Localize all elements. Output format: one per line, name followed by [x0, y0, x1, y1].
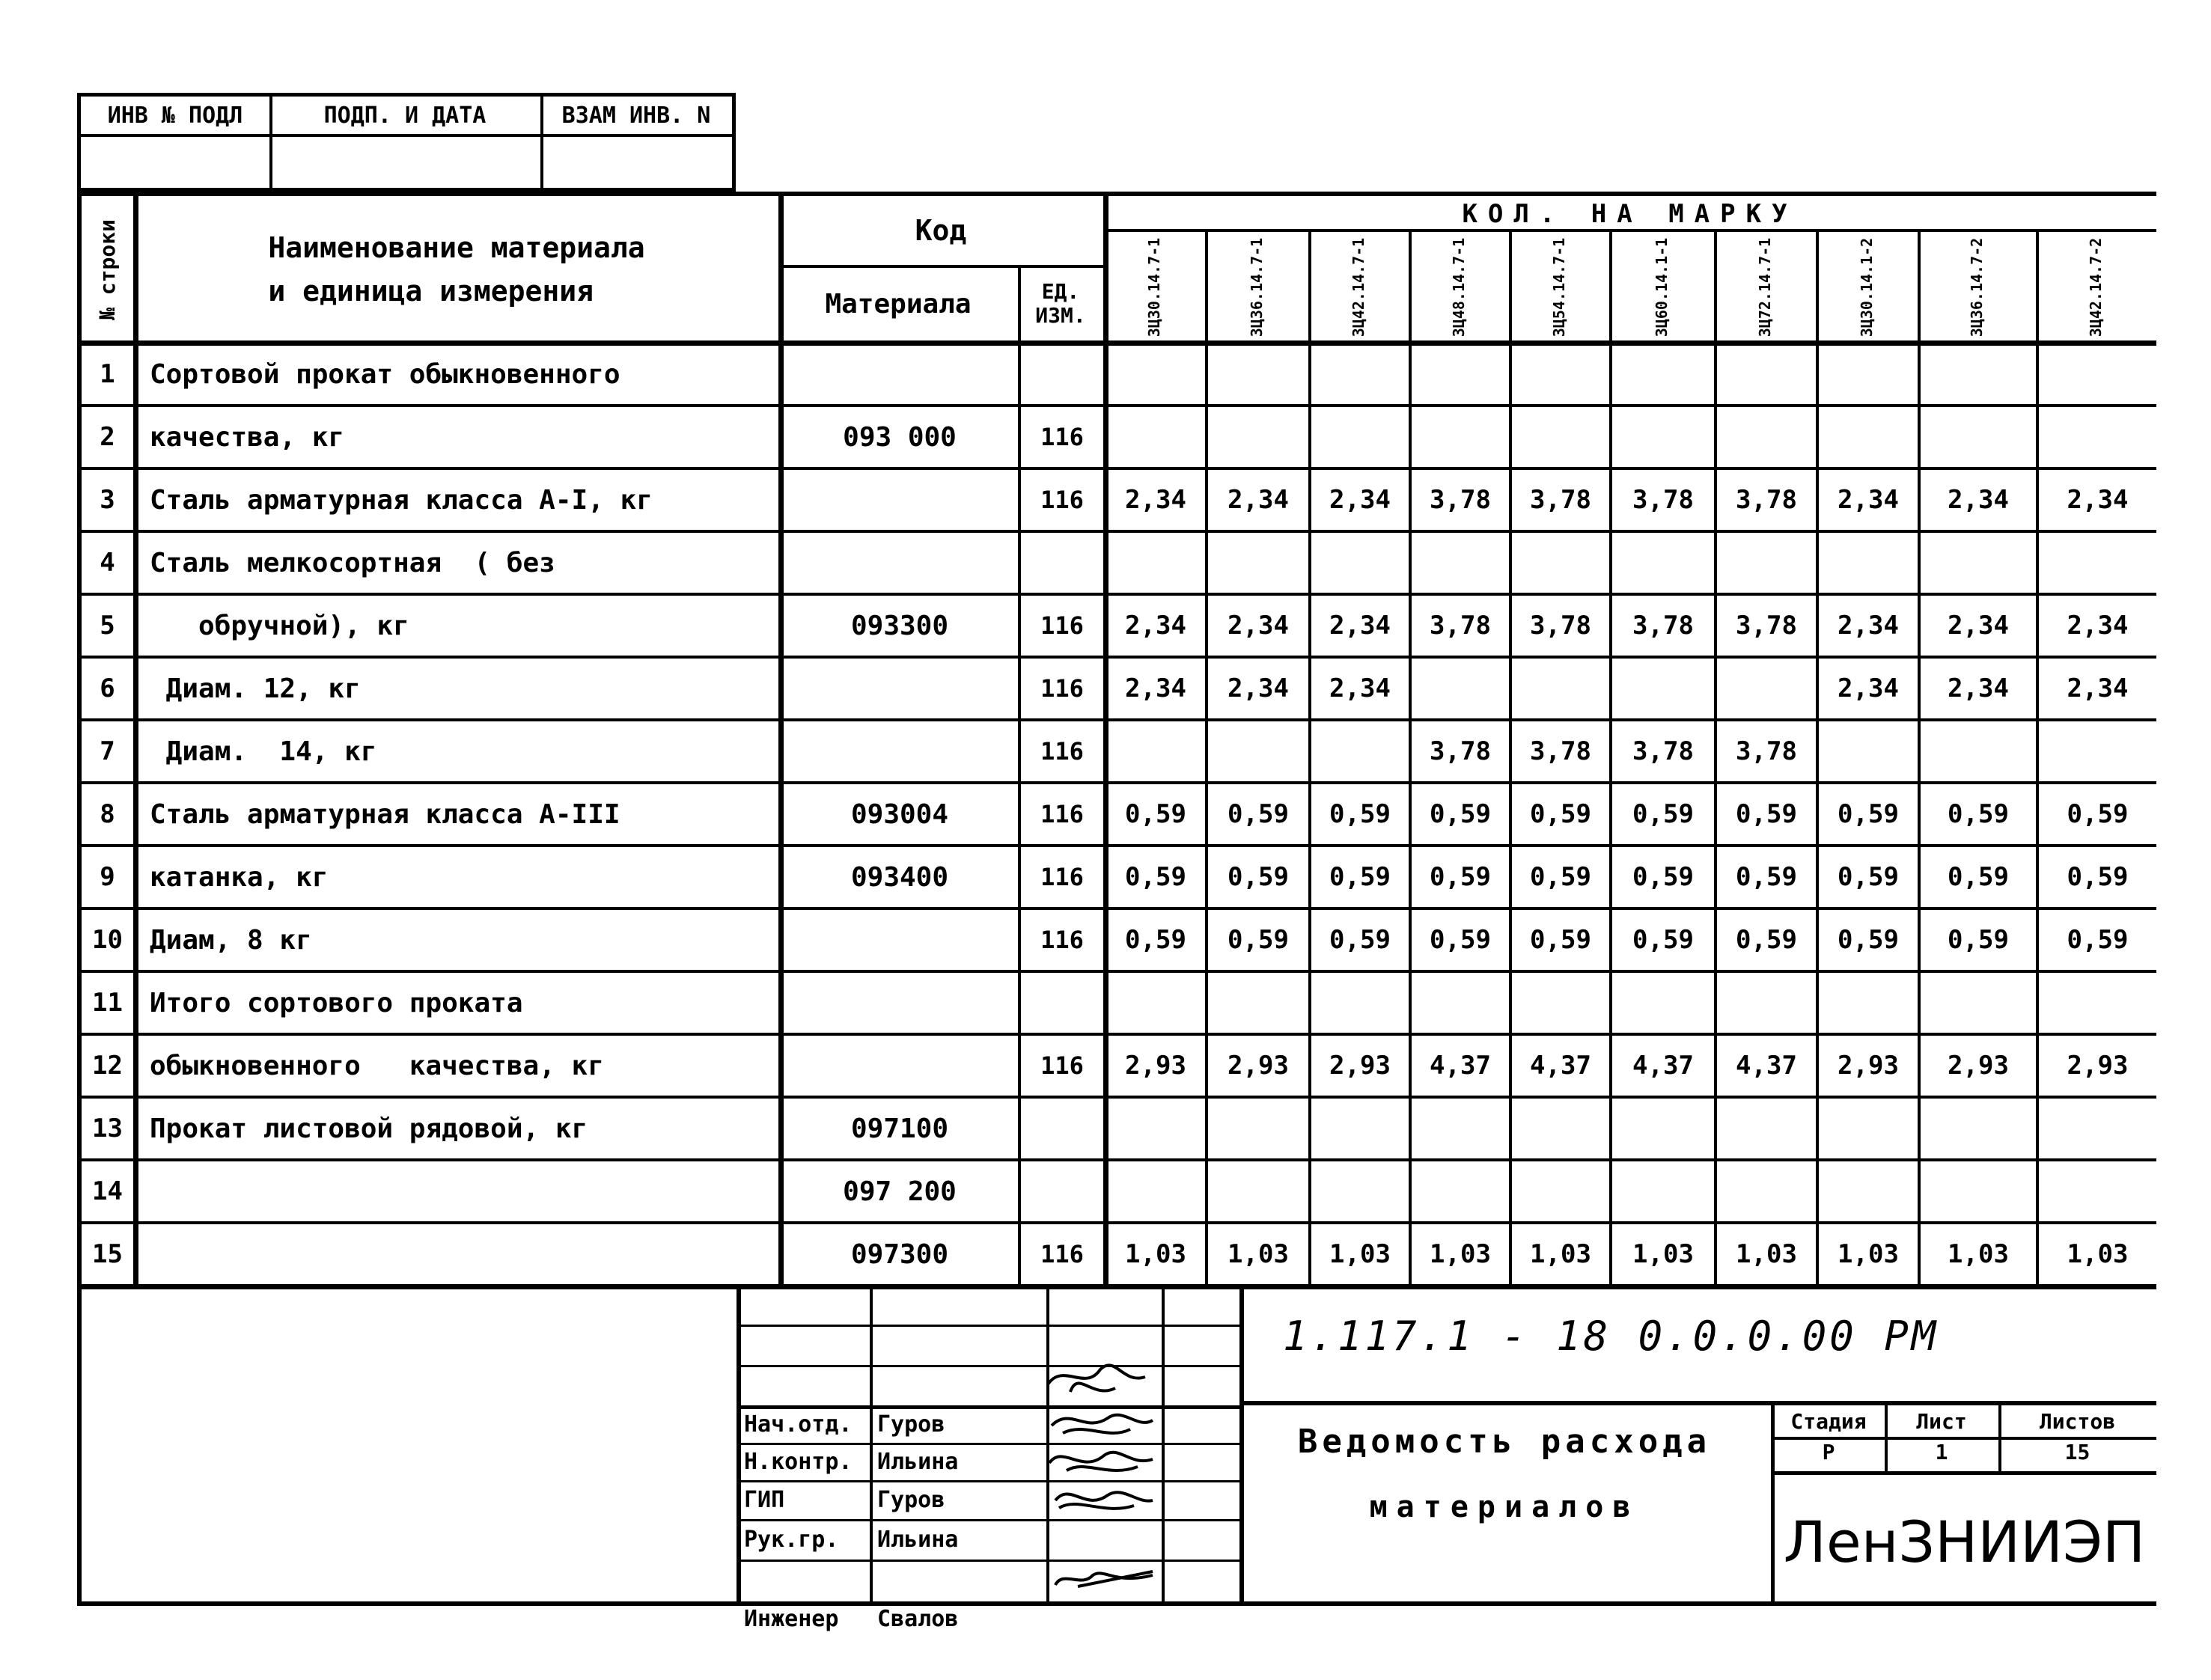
unit-code: 116	[1040, 737, 1084, 766]
material-name: Диам. 14, кг	[150, 736, 377, 767]
material-code: 093300	[850, 610, 949, 641]
quantity-cell: 0,59	[1329, 862, 1391, 892]
material-code: 097300	[850, 1238, 949, 1270]
mark-header: 3Ц48.14.7-1	[1449, 237, 1468, 337]
signer-name: Гуров	[877, 1411, 945, 1438]
material-name	[139, 1160, 778, 1223]
material-code	[781, 1034, 1018, 1097]
mark-header: 3Ц30.14.7-1	[1144, 237, 1163, 337]
stage-value: Р	[1822, 1439, 1835, 1464]
quantity-cell: 4,37	[1430, 1051, 1491, 1081]
quantity-cell	[1106, 531, 1205, 594]
signer-role: ГИП	[744, 1486, 785, 1513]
quantity-cell	[1311, 406, 1409, 468]
quantity-cell	[1819, 1097, 1918, 1160]
row-number: 15	[92, 1239, 123, 1269]
quantity-cell: 1,03	[1838, 1239, 1899, 1269]
quantity-cell: 3,78	[1736, 611, 1797, 641]
quantity-cell: 0,59	[1632, 925, 1694, 955]
unit-code: 116	[1040, 863, 1084, 891]
material-name: Сталь арматурная класса А-III	[150, 798, 620, 830]
stamp-header-replace: ВЗАМ ИНВ. N	[561, 102, 711, 129]
signer-role: Нач.отд.	[744, 1411, 853, 1438]
quantity-cell	[1106, 406, 1205, 468]
organization-name: ЛенЗНИИЭП	[1783, 1508, 2146, 1575]
quantity-cell	[1106, 1160, 1205, 1223]
unit-code: 116	[1040, 423, 1084, 451]
mark-header: 3Ц36.14.7-1	[1247, 237, 1266, 337]
quantity-cell: 2,34	[1329, 673, 1391, 703]
stage-label: Стадия	[1790, 1408, 1867, 1434]
quantity-cell	[1717, 1097, 1816, 1160]
mark-header: 3Ц54.14.7-1	[1549, 237, 1568, 337]
quantity-cell	[2039, 1160, 2156, 1223]
material-code	[781, 720, 1018, 783]
quantity-cell: 4,37	[1530, 1051, 1591, 1081]
material-code: 093 000	[843, 421, 957, 453]
unit-code: 116	[1040, 611, 1084, 640]
sheet-label: Лист	[1916, 1408, 1967, 1434]
material-name: катанка, кг	[150, 861, 329, 893]
material-code: 097100	[850, 1113, 949, 1144]
signer-role: Инженер	[744, 1606, 839, 1632]
unit-code: 116	[1040, 800, 1084, 828]
quantity-cell: 2,34	[1125, 485, 1186, 515]
row-number: 9	[100, 862, 115, 892]
unit-code: 116	[1040, 1051, 1084, 1080]
quantity-cell	[2039, 343, 2156, 406]
unit-code	[1021, 1097, 1103, 1160]
quantity-cell: 1,03	[1329, 1239, 1391, 1269]
mark-header: 3Ц42.14.7-2	[2087, 237, 2105, 337]
mark-header: 3Ц42.14.7-1	[1349, 237, 1367, 337]
quantity-cell: 3,78	[1736, 736, 1797, 766]
signer-role	[739, 1560, 870, 1606]
row-number: 14	[92, 1176, 123, 1206]
quantity-cell	[2039, 1097, 2156, 1160]
quantity-cell	[1311, 971, 1409, 1034]
quantity-cell: 2,93	[1228, 1051, 1289, 1081]
material-code: 093400	[850, 861, 949, 893]
row-number: 6	[100, 673, 115, 703]
doc-title-line2: материалов	[1369, 1490, 1640, 1524]
quantity-cell	[2039, 406, 2156, 468]
quantity-cell	[1412, 343, 1509, 406]
quantity-cell: 0,59	[1632, 862, 1694, 892]
mark-header: 3Ц30.14.1-2	[1857, 237, 1876, 337]
quantity-cell: 2,34	[1948, 611, 2009, 641]
signer-name: Свалов	[877, 1606, 959, 1632]
quantity-cell	[1612, 343, 1714, 406]
quantity-cell	[1921, 720, 2036, 783]
quantity-cell: 1,03	[2067, 1239, 2129, 1269]
quantity-cell	[1208, 406, 1308, 468]
quantity-cell	[1412, 1097, 1509, 1160]
quantity-cell: 3,78	[1430, 736, 1491, 766]
header-code-unit: ЕД. ИЗМ.	[1035, 279, 1086, 328]
quantity-cell: 0,59	[1125, 799, 1186, 829]
material-name: Сортовой прокат обыкновенного	[150, 358, 620, 390]
quantity-cell: 0,59	[1948, 799, 2009, 829]
quantity-cell: 2,34	[1329, 485, 1391, 515]
material-name	[139, 1223, 778, 1286]
quantity-cell: 0,59	[2067, 925, 2129, 955]
signer-name	[873, 1560, 1046, 1606]
quantity-cell: 0,59	[1948, 862, 2009, 892]
quantity-cell: 2,93	[1948, 1051, 2009, 1081]
quantity-cell	[1311, 720, 1409, 783]
material-code	[781, 343, 1018, 406]
quantity-cell	[1612, 657, 1714, 720]
material-code	[781, 468, 1018, 531]
quantity-cell: 2,93	[1329, 1051, 1391, 1081]
quantity-cell	[1717, 531, 1816, 594]
doc-title-line1: Ведомость расхода	[1297, 1422, 1712, 1461]
quantity-cell: 1,03	[1948, 1239, 2009, 1269]
quantity-cell: 1,03	[1430, 1239, 1491, 1269]
quantity-cell	[1612, 971, 1714, 1034]
quantity-cell: 2,34	[1838, 611, 1899, 641]
material-code	[781, 971, 1018, 1034]
quantity-cell: 2,34	[1228, 611, 1289, 641]
quantity-cell: 2,34	[1948, 485, 2009, 515]
quantity-cell	[1208, 720, 1308, 783]
quantity-cell: 0,59	[1430, 799, 1491, 829]
quantity-cell: 0,59	[1948, 925, 2009, 955]
header-name: Наименование материала и единица измерения	[268, 231, 645, 308]
row-number: 1	[100, 359, 115, 389]
material-name: Сталь мелкосортная ( без	[150, 547, 555, 578]
quantity-cell: 0,59	[2067, 862, 2129, 892]
quantity-cell	[1819, 343, 1918, 406]
quantity-cell	[1208, 971, 1308, 1034]
quantity-cell: 3,78	[1530, 611, 1591, 641]
quantity-cell	[1921, 971, 2036, 1034]
quantity-cell	[1512, 406, 1609, 468]
quantity-cell: 0,59	[1838, 862, 1899, 892]
material-name: качества, кг	[150, 421, 345, 453]
quantity-cell	[1208, 1097, 1308, 1160]
stamp-header-inv: ИНВ № ПОДЛ	[107, 102, 243, 129]
signer-role: Рук.гр.	[744, 1526, 839, 1553]
quantity-cell	[1311, 343, 1409, 406]
material-name: Диам, 8 кг	[150, 924, 312, 956]
sheet-value: 1	[1935, 1439, 1948, 1464]
row-number: 4	[100, 548, 115, 578]
quantity-cell	[1311, 1160, 1409, 1223]
sheets-label: Листов	[2039, 1408, 2116, 1434]
quantity-cell: 2,34	[2067, 485, 2129, 515]
quantity-cell: 0,59	[1736, 925, 1797, 955]
material-code: 097 200	[843, 1176, 957, 1207]
quantity-cell: 1,03	[1632, 1239, 1694, 1269]
quantity-cell: 2,34	[1838, 673, 1899, 703]
quantity-cell: 0,59	[1329, 799, 1391, 829]
quantity-cell: 0,59	[1228, 925, 1289, 955]
quantity-cell: 2,34	[2067, 611, 2129, 641]
quantity-cell: 3,78	[1736, 485, 1797, 515]
material-code	[781, 531, 1018, 594]
unit-code	[1021, 971, 1103, 1034]
quantity-cell	[1106, 720, 1205, 783]
signature-4	[1055, 1492, 1153, 1509]
material-code	[781, 657, 1018, 720]
unit-code: 116	[1040, 486, 1084, 514]
row-number: 11	[92, 988, 123, 1018]
quantity-cell	[1311, 531, 1409, 594]
quantity-cell	[2039, 971, 2156, 1034]
mark-header: 3Ц36.14.7-2	[1967, 237, 1986, 337]
quantity-cell: 0,59	[1530, 925, 1591, 955]
quantity-cell: 3,78	[1430, 611, 1491, 641]
unit-code	[1021, 531, 1103, 594]
unit-code	[1021, 1160, 1103, 1223]
signature-1	[1048, 1365, 1145, 1392]
quantity-cell	[1612, 1097, 1714, 1160]
quantity-cell: 2,34	[1125, 611, 1186, 641]
material-name: Итого сортового проката	[150, 987, 523, 1018]
material-name: Прокат листовой рядовой, кг	[150, 1113, 588, 1144]
row-number: 3	[100, 485, 115, 515]
quantity-cell: 2,34	[1125, 673, 1186, 703]
quantity-cell: 2,34	[1228, 485, 1289, 515]
quantity-cell: 2,93	[2067, 1051, 2129, 1081]
quantity-cell: 2,93	[1125, 1051, 1186, 1081]
quantity-cell	[1412, 657, 1509, 720]
quantity-cell: 0,59	[2067, 799, 2129, 829]
quantity-cell: 2,34	[2067, 673, 2129, 703]
quantity-cell	[1921, 406, 2036, 468]
quantity-cell: 0,59	[1530, 799, 1591, 829]
quantity-cell	[1106, 343, 1205, 406]
quantity-cell	[1106, 971, 1205, 1034]
mark-header: 3Ц60.14.1-1	[1652, 237, 1671, 337]
quantity-cell	[1921, 1160, 2036, 1223]
quantity-cell	[1921, 343, 2036, 406]
quantity-cell: 0,59	[1736, 799, 1797, 829]
row-number: 2	[100, 422, 115, 452]
quantity-cell: 3,78	[1530, 736, 1591, 766]
unit-code: 116	[1040, 674, 1084, 703]
row-number: 13	[92, 1114, 123, 1143]
quantity-cell: 0,59	[1838, 925, 1899, 955]
quantity-cell	[1208, 343, 1308, 406]
unit-code: 116	[1040, 926, 1084, 954]
signer-name: Ильина	[877, 1526, 959, 1553]
signer-name: Ильина	[877, 1448, 959, 1475]
sheets-value: 15	[2064, 1439, 2090, 1464]
quantity-cell: 3,78	[1632, 611, 1694, 641]
signature-2	[1052, 1415, 1153, 1433]
quantity-cell: 0,59	[1430, 862, 1491, 892]
material-code	[781, 908, 1018, 971]
header-code-material: Материала	[825, 288, 972, 320]
signer-role: Н.контр.	[744, 1448, 853, 1475]
quantity-cell: 2,34	[1948, 673, 2009, 703]
quantity-cell: 1,03	[1125, 1239, 1186, 1269]
quantity-cell: 2,34	[1329, 611, 1391, 641]
quantity-cell: 1,03	[1736, 1239, 1797, 1269]
material-name: обручной), кг	[150, 610, 409, 641]
quantity-cell: 4,37	[1632, 1051, 1694, 1081]
quantity-cell: 0,59	[1228, 799, 1289, 829]
signature-3	[1049, 1453, 1153, 1470]
quantity-cell: 0,59	[1838, 799, 1899, 829]
material-name: Диам. 12, кг	[150, 673, 361, 704]
row-number: 12	[92, 1051, 123, 1081]
quantity-cell: 3,78	[1632, 736, 1694, 766]
quantity-cell: 0,59	[1125, 862, 1186, 892]
material-name: обыкновенного качества, кг	[150, 1050, 604, 1081]
quantity-cell	[1819, 1160, 1918, 1223]
quantity-cell: 0,59	[1632, 799, 1694, 829]
quantity-cell	[1512, 1160, 1609, 1223]
quantity-cell	[2039, 531, 2156, 594]
quantity-cell: 0,59	[1329, 925, 1391, 955]
quantity-cell	[1819, 971, 1918, 1034]
quantity-cell	[1512, 1097, 1609, 1160]
quantity-cell	[1512, 971, 1609, 1034]
quantity-cell	[1208, 1160, 1308, 1223]
quantity-cell	[1717, 1160, 1816, 1223]
signer-name: Гуров	[877, 1486, 945, 1513]
quantity-cell	[1717, 343, 1816, 406]
header-row-number: № строки	[94, 219, 120, 320]
quantity-cell	[1819, 406, 1918, 468]
quantity-cell: 3,78	[1530, 485, 1591, 515]
quantity-cell	[1106, 1097, 1205, 1160]
quantity-cell: 0,59	[1125, 925, 1186, 955]
quantity-cell: 3,78	[1430, 485, 1491, 515]
quantity-cell	[1612, 531, 1714, 594]
stamp-header-sign: ПОДП. И ДАТА	[323, 102, 487, 129]
mark-header: 3Ц72.14.7-1	[1755, 237, 1774, 337]
quantity-cell: 0,59	[1228, 862, 1289, 892]
row-number: 8	[100, 799, 115, 829]
quantity-cell: 2,34	[1838, 485, 1899, 515]
signature-6	[1055, 1571, 1153, 1586]
material-name: Сталь арматурная класса А-I, кг	[150, 484, 653, 516]
quantity-cell: 0,59	[1736, 862, 1797, 892]
quantity-cell: 1,03	[1530, 1239, 1591, 1269]
quantity-cell	[1612, 406, 1714, 468]
quantity-cell	[1819, 720, 1918, 783]
quantity-cell	[2039, 720, 2156, 783]
doc-code: 1.117.1 - 18 0.0.0.00 РМ	[1283, 1312, 1939, 1360]
quantity-cell	[1717, 971, 1816, 1034]
quantity-cell: 0,59	[1430, 925, 1491, 955]
quantity-cell: 2,34	[1228, 673, 1289, 703]
inventory-stamp	[77, 93, 736, 192]
quantity-cell	[1921, 531, 2036, 594]
quantity-cell: 2,93	[1838, 1051, 1899, 1081]
quantity-cell	[1717, 406, 1816, 468]
quantity-cell	[1208, 531, 1308, 594]
quantity-cell	[1412, 971, 1509, 1034]
quantity-cell	[1412, 406, 1509, 468]
quantity-cell	[1412, 531, 1509, 594]
quantity-cell	[1512, 531, 1609, 594]
quantity-cell	[1512, 343, 1609, 406]
row-number: 7	[100, 736, 115, 766]
quantity-cell: 3,78	[1632, 485, 1694, 515]
signatures	[1040, 1347, 1168, 1601]
row-number: 5	[100, 611, 115, 641]
unit-code	[1021, 343, 1103, 406]
quantity-cell	[1412, 1160, 1509, 1223]
quantity-cell	[1512, 657, 1609, 720]
quantity-cell: 0,59	[1530, 862, 1591, 892]
quantity-cell: 4,37	[1736, 1051, 1797, 1081]
header-code: Код	[915, 214, 967, 247]
unit-code: 116	[1040, 1240, 1084, 1268]
header-qty-per-mark: КОЛ. НА МАРКУ	[1462, 199, 1798, 229]
quantity-cell	[1819, 531, 1918, 594]
quantity-cell	[1921, 1097, 2036, 1160]
quantity-cell: 1,03	[1228, 1239, 1289, 1269]
quantity-cell	[1311, 1097, 1409, 1160]
material-code: 093004	[850, 798, 949, 830]
quantity-cell	[1717, 657, 1816, 720]
quantity-cell	[1612, 1160, 1714, 1223]
row-number: 10	[92, 925, 123, 955]
